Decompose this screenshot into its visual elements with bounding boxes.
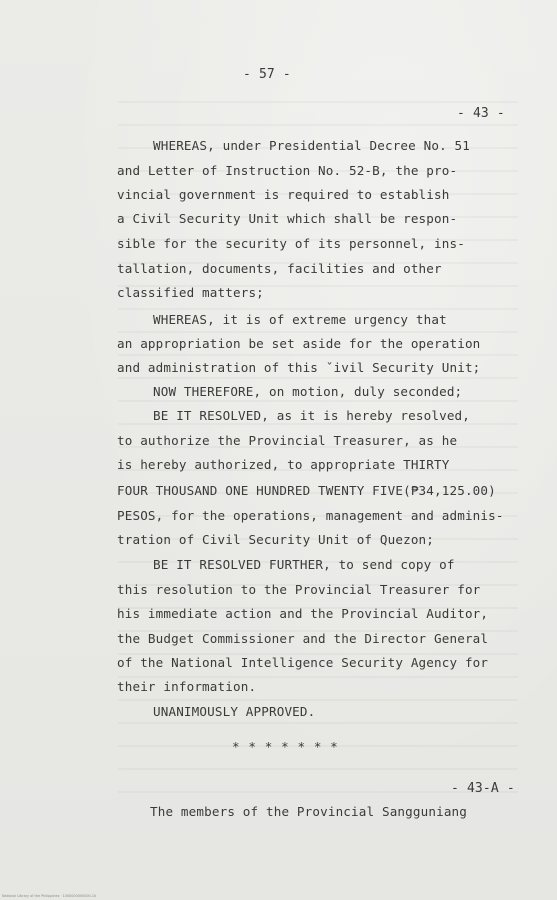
body-line: tallation, documents, facilities and other [117, 261, 442, 276]
body-line: this resolution to the Provincial Treasurer for [117, 582, 481, 597]
body-line: and Letter of Instruction No. 52-B, the pro- [117, 163, 458, 178]
page-number-right: - 43 - [457, 106, 505, 121]
body-line: FOUR THOUSAND ONE HUNDRED TWENTY FIVE(₱34,125.00) [117, 483, 496, 498]
body-line: his immediate action and the Provincial Auditor, [117, 606, 489, 621]
section-separator: * * * * * * * [232, 739, 339, 754]
scan-footer: National Library of the Philippines · 1000000000000-10 [2, 894, 97, 898]
body-line: classified matters; [117, 285, 264, 300]
body-line: their information. [117, 679, 257, 694]
body-line: a Civil Security Unit which shall be respon- [117, 211, 458, 226]
body-line: WHEREAS, under Presidential Decree No. 51 [153, 138, 471, 153]
body-line: BE IT RESOLVED FURTHER, to send copy of [153, 557, 455, 572]
body-line: sible for the security of its personnel, ins- [117, 236, 465, 251]
closing-line: The members of the Provincial Sangguniang [150, 804, 468, 819]
body-line: PESOS, for the operations, management and adminis- [117, 508, 504, 523]
section-marker: - 43-A - [451, 781, 515, 796]
body-line: WHEREAS, it is of extreme urgency that [153, 312, 447, 327]
body-line: of the National Intelligence Security Agency for [117, 655, 489, 670]
body-line: and administration of this ˇivil Security Unit; [117, 360, 481, 375]
body-line: NOW THEREFORE, on motion, duly seconded; [153, 384, 463, 399]
body-line: BE IT RESOLVED, as it is hereby resolved, [153, 408, 471, 423]
body-line: UNANIMOUSLY APPROVED. [153, 704, 316, 719]
body-line: is hereby authorized, to appropriate THIRTY [117, 457, 450, 472]
page-number-top: - 57 - [243, 67, 291, 82]
body-line: tration of Civil Security Unit of Quezon; [117, 532, 435, 547]
body-line: an appropriation be set aside for the operation [117, 336, 481, 351]
body-line: vincial government is required to establish [117, 187, 450, 202]
body-line: to authorize the Provincial Treasurer, as he [117, 433, 458, 448]
body-line: the Budget Commissioner and the Director General [117, 631, 489, 646]
